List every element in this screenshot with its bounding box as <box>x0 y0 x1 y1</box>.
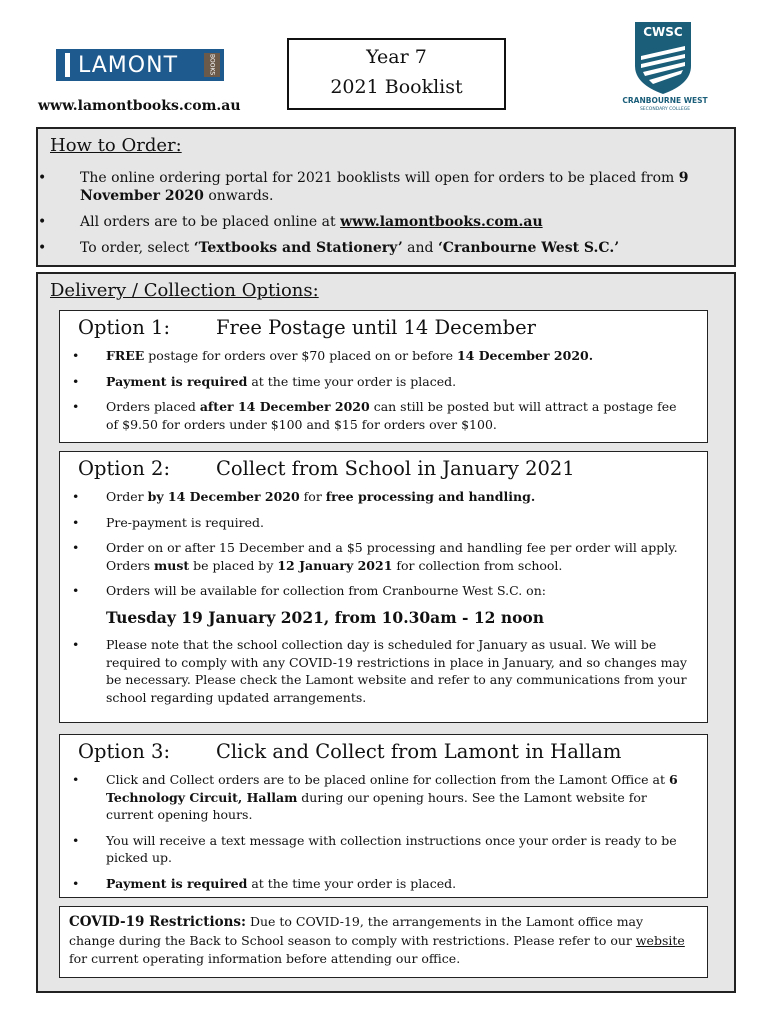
list-item: • To order, select ‘Textbooks and Stationery’ and ‘Cranbourne West S.C.’ <box>40 239 724 257</box>
title-box <box>287 38 506 110</box>
school-name: CRANBOURNE WEST <box>622 96 708 105</box>
option-1-heading <box>78 316 536 339</box>
title-booklist: 2021 Booklist <box>330 76 463 98</box>
list-item: • FREE postage for orders over $70 placed on or before 14 December 2020. <box>60 347 692 365</box>
covid-label: COVID-19 Restrictions: <box>69 914 246 930</box>
list-item: • Click and Collect orders are to be placed online for collection from the Lamont Office at 6 Technology Circuit, Hallam during our opening hours. See the Lamont website for current opening hours. <box>60 771 692 824</box>
option-title: Free Postage until 14 December <box>216 316 536 339</box>
lamont-logo-tag: BOOKS <box>204 53 220 77</box>
lamont-logo-text: LAMONT <box>78 52 179 78</box>
list-item: • Order on or after 15 December and a $5 processing and handling fee per order will apply. Orders must be placed by 12 January 2021 for collection from school. <box>60 539 692 574</box>
option-1-box <box>59 310 708 443</box>
list-item: • The online ordering portal for 2021 booklists will open for orders to be placed from 9 November 2020 onwards. <box>40 169 724 205</box>
list-item: • Order by 14 December 2020 for free processing and handling. <box>60 488 692 506</box>
option-2-box <box>59 451 708 723</box>
option-label: Option 1: <box>78 316 171 339</box>
school-logo <box>610 22 720 116</box>
title-year: Year 7 <box>366 46 427 68</box>
website-url[interactable]: www.lamontbooks.com.au <box>38 98 241 114</box>
list-item: • Payment is required at the time your order is placed. <box>60 373 692 391</box>
covid-box <box>59 906 708 978</box>
how-to-order-list <box>40 169 724 265</box>
option-3-box <box>59 734 708 898</box>
list-item: • Orders placed after 14 December 2020 can still be posted but will attract a postage fee of $9.50 for orders under $100 and $15 for orders over $100. <box>60 398 692 433</box>
covid-text: COVID-19 Restrictions: Due to COVID-19, the arrangements in the Lamont office may change during the Back to School season to comply with restrictions. Please refer to our website for current operating information before attending our office. <box>69 914 685 966</box>
option-title: Collect from School in January 2021 <box>216 457 575 480</box>
school-subtitle: SECONDARY COLLEGE <box>639 107 691 112</box>
how-to-order-section <box>36 127 736 267</box>
shield-icon <box>635 22 691 94</box>
option-3-list <box>60 771 692 900</box>
list-item: • You will receive a text message with collection instructions once your order is ready to be picked up. <box>60 832 692 867</box>
list-item: • Please note that the school collection day is scheduled for January as usual. We will be required to comply with any COVID-19 restrictions in place in January, and so changes may be necessary. Please check the Lamont website and refer to any communications from your school regarding updated arrangements. <box>60 636 692 706</box>
option-1-list <box>60 347 692 441</box>
website-link[interactable]: www.lamontbooks.com.au <box>340 214 543 230</box>
list-item: • All orders are to be placed online at www.lamontbooks.com.au <box>40 213 724 231</box>
website-link[interactable]: website <box>635 932 685 948</box>
option-3-heading <box>78 740 621 763</box>
option-2-note-list <box>60 636 692 714</box>
school-abbrev: CWSC <box>643 25 683 39</box>
list-item: • Orders will be available for collection from Cranbourne West S.C. on: <box>60 582 692 600</box>
lamont-logo <box>56 49 224 81</box>
option-label: Option 2: <box>78 457 171 480</box>
option-2-heading <box>78 457 575 480</box>
option-label: Option 3: <box>78 740 171 763</box>
list-item: • Payment is required at the time your order is placed. <box>60 875 692 893</box>
option-title: Click and Collect from Lamont in Hallam <box>216 740 622 763</box>
logo-bar <box>65 53 70 77</box>
option-2-list <box>60 488 692 608</box>
list-item: • Pre-payment is required. <box>60 514 692 532</box>
delivery-heading: Delivery / Collection Options: <box>50 280 319 301</box>
how-to-order-heading: How to Order: <box>50 135 182 156</box>
collection-date: Tuesday 19 January 2021, from 10.30am - 12 noon <box>106 608 545 627</box>
